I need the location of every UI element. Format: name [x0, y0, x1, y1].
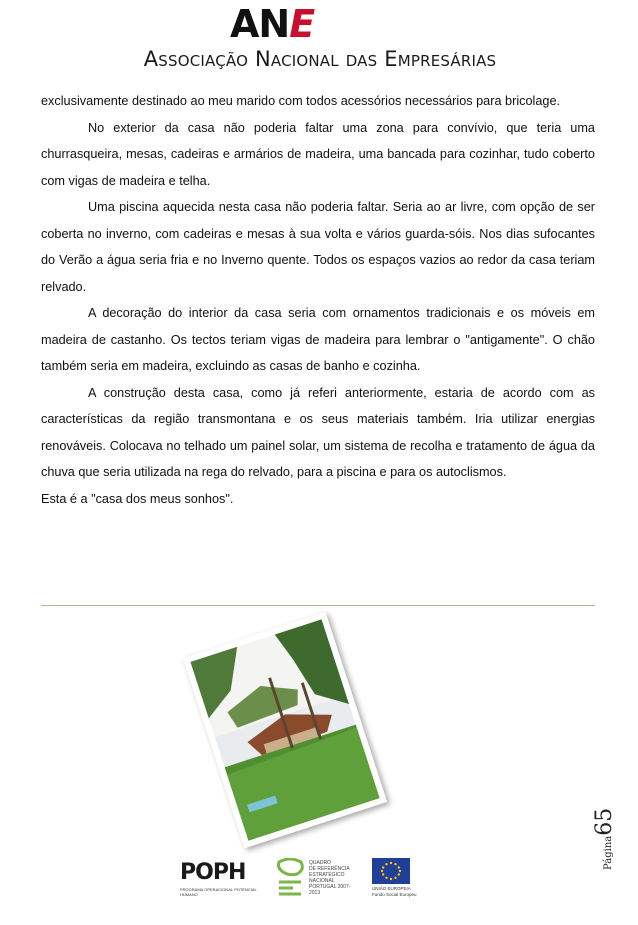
document-body	[41, 88, 595, 512]
garden-image	[190, 619, 379, 840]
horizontal-divider	[41, 605, 595, 606]
funding-logos	[180, 855, 440, 910]
house-garden-photo	[183, 612, 387, 849]
eu-flag-icon	[372, 858, 410, 884]
logo-e-mark: E	[289, 2, 315, 46]
ane-logo	[230, 4, 314, 44]
qren-logo	[275, 858, 360, 903]
closing-line: Esta é a "casa dos meus sonhos".	[41, 491, 234, 506]
logo-main-text: AN	[230, 2, 290, 46]
qren-mark-icon	[275, 858, 305, 900]
paragraph: Uma piscina aquecida nesta casa não poderia faltar. Seria ao ar livre, com opção de ser coberta no inverno, com cadeiras e mesas à sua volta e vários guarda-sóis. Nos dias sufocantes do Verão a água seria fria e no Inverno quente. Todos os espaços vazios ao redor da casa teriam relvado.	[41, 200, 595, 294]
poph-subtitle: PROGRAMA OPERACIONAL POTENCIAL HUMANO	[180, 887, 257, 897]
page-header	[0, 0, 638, 80]
poph-logo	[180, 860, 260, 900]
page-label: Página	[603, 835, 614, 870]
paragraph: exclusivamente destinado ao meu marido com todos acessórios necessários para bricolage.	[41, 94, 561, 108]
house-photo-frame	[190, 620, 380, 855]
eu-logo	[372, 858, 432, 903]
paragraph: A construção desta casa, como já referi anteriormente, estaria de acordo com as características da região transmontana e os seus materiais também. Iria utilizar energias renováveis. Colocava no telhado um painel solar, um sistema de recolha e tratamento de água da chuva que seria utilizada na rega do relvado, para a piscina e para os autoclismos.	[41, 385, 595, 479]
qren-text: QUADRO DE REFERÊNCIA ESTRATÉGICO NACIONAL PORTUGAL 2007-2013	[309, 860, 351, 896]
page-number	[592, 790, 632, 870]
eu-text: UNIÃO EUROPEIA Fundo Social Europeu	[372, 886, 417, 897]
paragraph: No exterior da casa não poderia faltar uma zona para convívio, que teria uma churrasqueira, mesas, cadeiras e armários de madeira, uma bancada para cozinhar, tudo coberto com vigas de madeira e telha.	[41, 120, 595, 188]
page-number-value: 65	[592, 807, 617, 836]
poph-wordmark: POPH	[180, 860, 246, 885]
paragraph: A decoração do interior da casa seria com ornamentos tradicionais e os móveis em madeira de castanho. Os tectos teriam vigas de madeira para lembrar o "antigamente". O chão também seria em madeira, excluindo as casas de banho e cozinha.	[41, 306, 595, 373]
association-name: Associação Nacional das Empresárias	[143, 47, 497, 71]
